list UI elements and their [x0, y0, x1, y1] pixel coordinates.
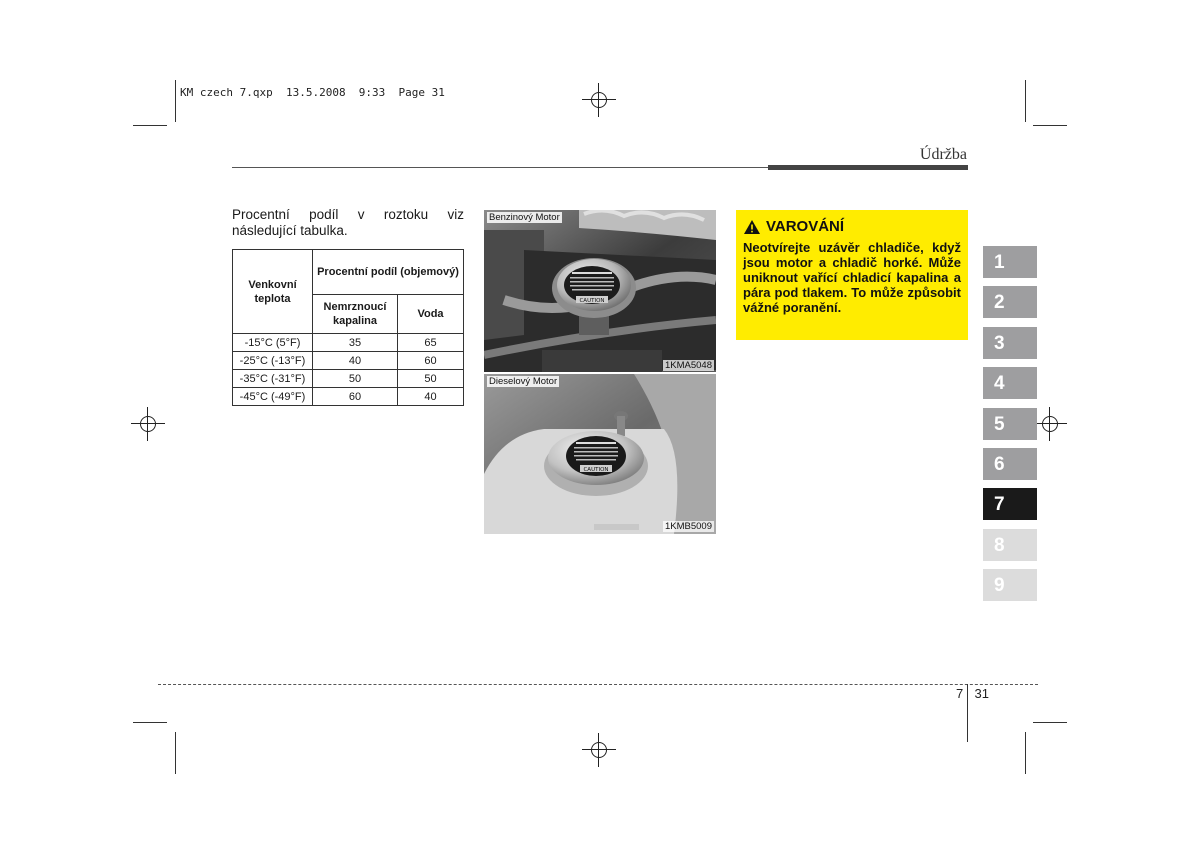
crop-mark [1025, 80, 1026, 122]
crop-mark [1033, 125, 1067, 126]
page-number-separator [967, 684, 968, 742]
cell-antifreeze: 35 [313, 334, 398, 352]
footer-dotted-rule [158, 684, 1038, 685]
chapter-tab-9[interactable]: 9 [983, 569, 1037, 601]
chapter-tab-4[interactable]: 4 [983, 367, 1037, 399]
cell-water: 40 [398, 388, 464, 406]
crop-mark [175, 80, 176, 122]
crop-mark [175, 732, 176, 774]
registration-mark-top [588, 89, 610, 111]
warning-header [744, 218, 844, 235]
chapter-tab-3[interactable]: 3 [983, 327, 1037, 359]
table-row [233, 388, 464, 406]
header-temperature: Venkovní teplota [233, 250, 313, 334]
photo-code: 1KMB5009 [664, 521, 712, 532]
cell-temperature: -35°C (-31°F) [233, 370, 313, 388]
photo-gasoline-engine [484, 210, 716, 373]
crop-mark [133, 722, 167, 723]
radiator-cap-photo-gasoline [484, 210, 716, 373]
crop-mark [1033, 722, 1067, 723]
cap-caution-text: CAUTION [583, 467, 609, 473]
warning-text: Neotvírejte uzávěr chladiče, když jsou motor a chladič horké. Může uniknout vařící chladicí kapalina a pára pod tlakem. To může způsobit vážné poranění. [743, 240, 961, 315]
cell-water: 65 [398, 334, 464, 352]
photo-label: Benzinový Motor [489, 212, 560, 223]
footer-page: 31 [974, 686, 989, 701]
header-rule-accent [768, 165, 968, 170]
cell-water: 50 [398, 370, 464, 388]
section-title: Údržba [919, 146, 967, 163]
registration-mark-left [137, 413, 159, 435]
chapter-tab-1[interactable]: 1 [983, 246, 1037, 278]
cell-temperature: -45°C (-49°F) [233, 388, 313, 406]
crop-mark [1025, 732, 1026, 774]
table-row [233, 352, 464, 370]
intro-paragraph: Procentní podíl v roztoku viz následující tabulka. [232, 207, 464, 238]
registration-mark-right [1039, 413, 1061, 435]
photo-label: Dieselový Motor [489, 376, 558, 387]
chapter-tab-6[interactable]: 6 [983, 448, 1037, 480]
table-row [233, 334, 464, 352]
cell-antifreeze: 50 [313, 370, 398, 388]
footer-chapter: 7 [956, 686, 964, 701]
page-number [956, 686, 989, 701]
cap-caution-text: CAUTION [579, 298, 605, 304]
coolant-mixture-table [232, 249, 464, 406]
chapter-tab-7[interactable]: 7 [983, 488, 1037, 520]
crop-mark [133, 125, 167, 126]
chapter-tab-5[interactable]: 5 [983, 408, 1037, 440]
print-slug: KM czech 7.qxp 13.5.2008 9:33 Page 31 [180, 86, 445, 99]
chapter-tab-8[interactable]: 8 [983, 529, 1037, 561]
warning-triangle-icon [744, 220, 760, 234]
table-row [233, 370, 464, 388]
cell-antifreeze: 40 [313, 352, 398, 370]
cell-temperature: -25°C (-13°F) [233, 352, 313, 370]
radiator-cap-photo-diesel [484, 374, 716, 534]
cell-water: 60 [398, 352, 464, 370]
photo-code: 1KMA5048 [664, 360, 712, 371]
registration-mark-bottom [588, 739, 610, 761]
cell-antifreeze: 60 [313, 388, 398, 406]
header-percentage: Procentní podíl (objemový) [313, 250, 464, 295]
cell-temperature: -15°C (5°F) [233, 334, 313, 352]
header-water: Voda [398, 295, 464, 334]
photo-diesel-engine [484, 374, 716, 534]
chapter-tab-2[interactable]: 2 [983, 286, 1037, 318]
warning-title: VAROVÁNÍ [766, 218, 845, 235]
header-antifreeze: Nemrznoucí kapalina [313, 295, 398, 334]
